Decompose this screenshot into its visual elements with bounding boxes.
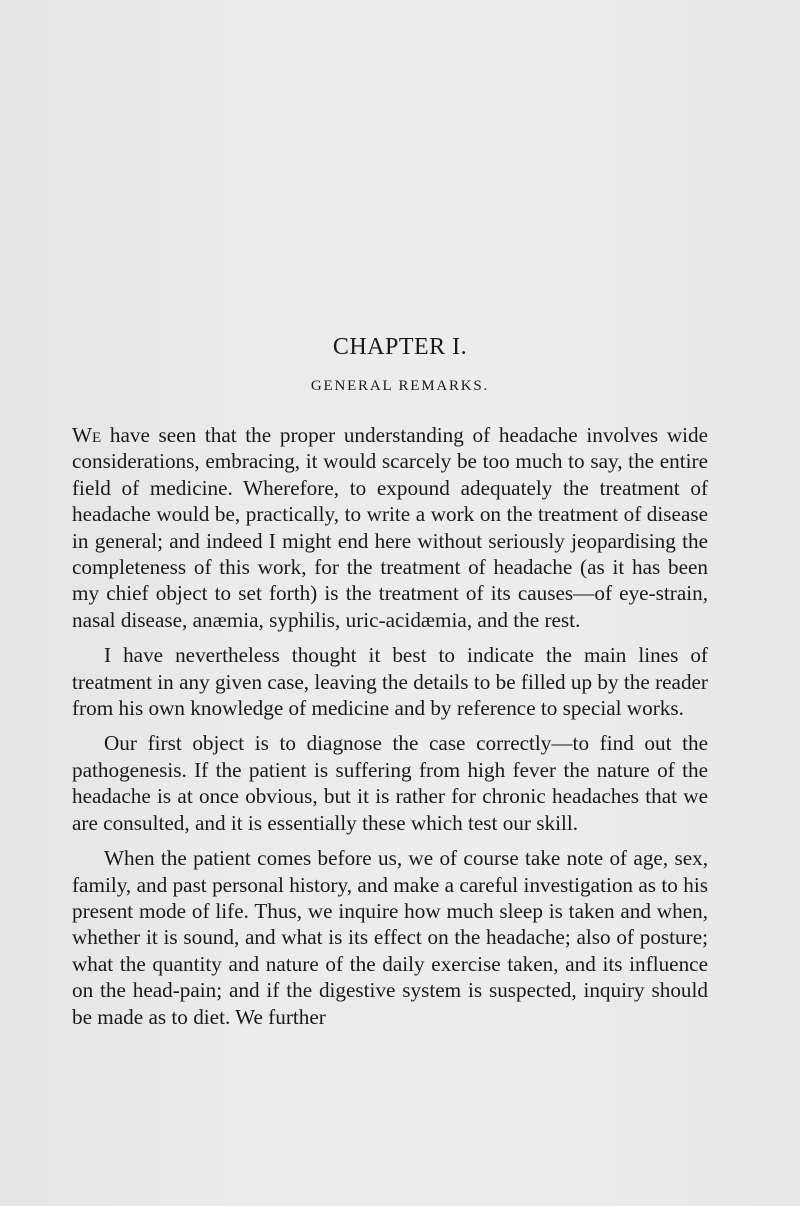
- paragraph-1: [72, 422, 708, 633]
- paragraph-1-text: have seen that the proper understanding of headache involves wide considerations, embracing, it would scarcely be too much to say, the entire field of medicine. Wherefore, to expound adequately the treatment of headache would be, practically, to write a work on the treatment of disease in general; and indeed I might end here without seriously jeopardising the completeness of this work, for the treatment of headache (as it has been my chief object to set forth) is the treatment of its causes—of eye-strain, nasal disease, anæmia, syphilis, uric-acidæmia, and the rest.: [72, 423, 709, 632]
- paragraph-3: Our first object is to diagnose the case correctly—to find out the pathogenesis. If the patient is suffering from high fever the nature of the headache is at once obvious, but it is rather for chronic headaches that we are consulted, and it is essentially these which test our skill.: [72, 731, 708, 835]
- body-text: [72, 422, 708, 1039]
- opening-word: We: [72, 423, 102, 447]
- paragraph-2: I have nevertheless thought it best to indicate the main lines of treatment in any given case, leaving the details to be filled up by the reader from his own knowledge of medicine and by reference to special works.: [72, 643, 708, 721]
- paragraph-4: When the patient comes before us, we of course take note of age, sex, family, and past personal history, and make a careful investigation as to his present mode of life. Thus, we inquire how much sleep is taken and when, whether it is sound, and what is its effect on the headache; also of posture; what the quantity and nature of the daily exercise taken, and its influence on the head-pain; and if the digestive system is suspected, inquiry should be made as to diet. We further: [72, 846, 708, 1029]
- chapter-title: CHAPTER I.: [332, 334, 468, 360]
- section-title: GENERAL REMARKS.: [310, 378, 490, 394]
